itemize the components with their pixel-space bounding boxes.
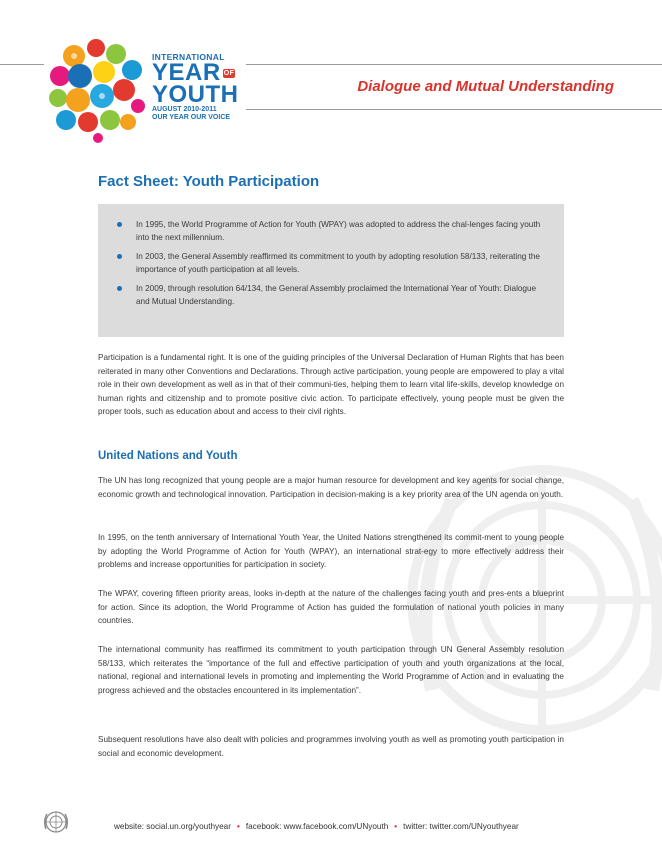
list-item: In 2009, through resolution 64/134, the General Assembly proclaimed the International Year of Youth: Dialogue and Mutual Understanding.	[136, 282, 546, 308]
logo-dates: AUGUST 2010-2011	[152, 106, 217, 113]
logo-line-international: INTERNATIONAL	[152, 52, 225, 62]
logo-line-youth: YOUTH	[152, 81, 239, 108]
body-paragraph: In 1995, on the tenth anniversary of International Youth Year, the United Nations strengthened its commit-ment to young people by adopting the World Programme of Action for Youth (WPAY), an international strat-egy to more effectively address their problems and increase opportunities for participation in society.	[98, 533, 564, 569]
highlights-box	[98, 204, 564, 337]
logo-slogan: OUR YEAR OUR VOICE	[152, 114, 231, 121]
logo-year-word: YEAR	[152, 59, 221, 86]
list-item: In 1995, the World Programme of Action for Youth (WPAY) was adopted to address the chal-lenges facing youth into the next millennium.	[136, 218, 546, 244]
body-paragraph: Subsequent resolutions have also dealt with policies and programmes involving youth as well as promoting youth participation in social and economic development.	[98, 735, 564, 758]
body-paragraph: The WPAY, covering fifteen priority areas, looks in-depth at the nature of the challenges facing youth and pres-ents a blueprint for action. Since its adoption, the World Programme of Action has guided the formulation of national youth policies in many countries.	[98, 589, 564, 625]
footer-facebook-link[interactable]: facebook: www.facebook.com/UNyouth	[245, 822, 389, 831]
footer-twitter-link[interactable]: twitter: twitter.com/UNyouthyear	[403, 822, 519, 831]
highlights-list	[98, 204, 564, 308]
footer-website-link[interactable]: website: social.un.org/youthyear	[114, 822, 231, 831]
list-item: In 2003, the General Assembly reaffirmed its commitment to youth by adopting resolution 58/133, reiterating the importance of youth participation at all levels.	[136, 250, 546, 276]
theme-heading: Dialogue and Mutual Understanding	[357, 78, 614, 95]
header-rule-left	[0, 64, 44, 65]
logo-of-badge: OF	[223, 70, 235, 78]
logo-wordmark	[152, 52, 242, 122]
footer-links	[114, 822, 519, 831]
body-paragraph: The international community has reaffirmed its commitment to youth participation through UN General Assembly resolution 58/133, which reiterates the “importance of the full and effective participation of youth and youth organizations at the local, national, regional and international levels in promoting and implementing the World Programme of Action and in evaluating the progress achieved and the obstacles encountered in its implementation”.	[98, 645, 564, 695]
body-paragraph: The UN has long recognized that young people are a major human resource for development and key agents for social change, economic growth and technological innovation. Participation in decision-making is a key priority area of the UN agenda on youth.	[98, 476, 564, 499]
un-emblem-icon	[43, 809, 69, 835]
header-rule-under-theme	[246, 109, 662, 110]
header-rule-right	[246, 64, 662, 65]
footer-separator: •	[236, 822, 240, 831]
bubble-logo-icon	[44, 36, 152, 144]
page-title: Fact Sheet: Youth Participation	[98, 173, 320, 190]
intro-paragraph: Participation is a fundamental right. It is one of the guiding principles of the Universal Declaration of Human Rights that has been reiterated in many other Conventions and Declarations. Through active participation, young people are empowered to play a vital role in their own development as well as in that of their communi-ties, helping them to learn vital life-skills, develop knowledge on human rights and citizenship and to promote positive civic action. To participate effectively, young people must be given the proper tools, such as education about and access to their civil rights.	[98, 353, 564, 416]
section-heading: United Nations and Youth	[98, 450, 238, 462]
footer-separator: •	[394, 822, 398, 831]
